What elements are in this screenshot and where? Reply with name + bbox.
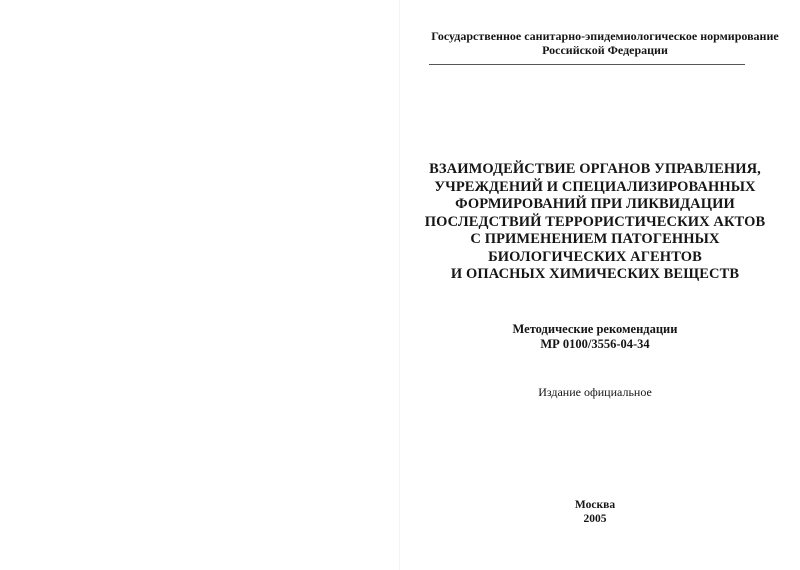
issuer-line-2: Российской Федерации [542,43,668,57]
title-line: ПОСЛЕДСТВИЙ ТЕРРОРИСТИЧЕСКИХ АКТОВ [424,213,766,230]
title-line: ВЗАИМОДЕЙСТВИЕ ОРГАНОВ УПРАВЛЕНИЯ, [429,161,761,177]
publication-year: 2005 [583,513,607,525]
title-line: И ОПАСНЫХ ХИМИЧЕСКИХ ВЕЩЕСТВ [450,266,740,282]
page-fold [399,0,400,570]
issuer-line-1: Государственное санитарно-эпидемиологическое нормирование [431,29,779,43]
issuer-header [425,29,785,57]
edition-note: Издание официальное [538,385,652,399]
document-title [405,161,785,284]
publication-city: Москва [574,499,616,511]
title-line: ФОРМИРОВАНИЙ ПРИ ЛИКВИДАЦИИ [455,196,735,212]
document-type [405,322,785,352]
header-divider [429,64,745,65]
publication-info [405,498,785,526]
document-type-label: Методические рекомендации [512,322,678,336]
title-line: БИОЛОГИЧЕСКИХ АГЕНТОВ [488,248,702,265]
document-code: МР 0100/3556-04-34 [540,337,650,351]
title-line: УЧРЕЖДЕНИЙ И СПЕЦИАЛИЗИРОВАННЫХ [434,178,756,195]
title-page [405,0,785,570]
title-line: С ПРИМЕНЕНИЕМ ПАТОГЕННЫХ [470,231,720,247]
